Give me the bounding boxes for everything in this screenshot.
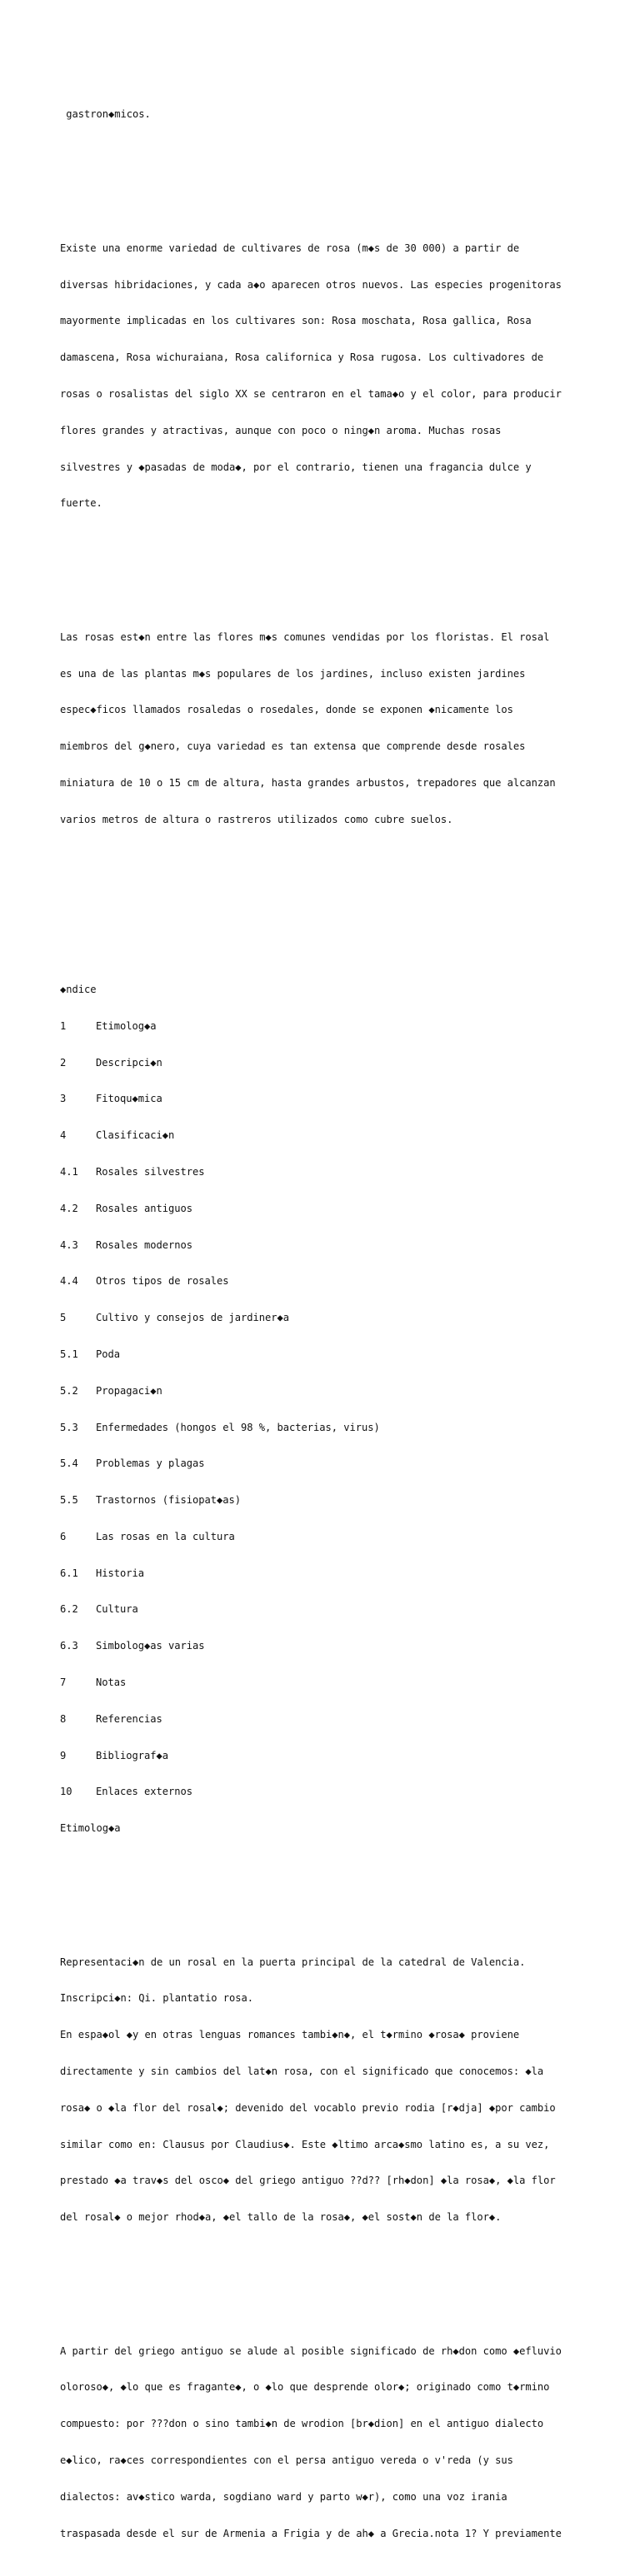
toc-label: Simbolog◆as varias: [96, 1640, 205, 1652]
toc-item[interactable]: [60, 1385, 610, 1398]
toc-item[interactable]: [60, 1677, 610, 1689]
toc-item[interactable]: [60, 1093, 610, 1105]
toc-label: Poda: [96, 1348, 121, 1360]
text-line: miembros del g◆nero, cuya variedad es tan extensa que comprende desde rosales: [60, 740, 526, 753]
section-title: Etimolog◆a: [60, 1822, 121, 1835]
toc-label: Bibliograf◆a: [96, 1749, 169, 1761]
toc-item[interactable]: [60, 1239, 610, 1252]
toc-label: Cultura: [96, 1603, 138, 1616]
text-line: damascena, Rosa wichuraiana, Rosa californica y Rosa rugosa. Los cultivadores de: [60, 351, 544, 364]
toc-item[interactable]: [60, 1275, 610, 1288]
toc-label: Descripci◆n: [96, 1056, 162, 1069]
intro-text: [60, 84, 610, 145]
toc-item[interactable]: [60, 1786, 610, 1798]
toc-item[interactable]: [60, 1494, 610, 1507]
text-line: similar como en: Clausus por Claudius◆. Este ◆ltimo arca◆smo latino es, a su vez,: [60, 2138, 550, 2150]
toc-item[interactable]: [60, 1129, 610, 1142]
toc-item[interactable]: [60, 1422, 610, 1434]
text-line: varios metros de altura o rastreros utilizados como cubre suelos.: [60, 813, 453, 825]
paragraph-florists: [60, 607, 610, 850]
toc-number: 4.4: [60, 1275, 78, 1288]
toc-item[interactable]: [60, 1203, 610, 1215]
text-line: del rosal◆ o mejor rhod◆a, ◆el tallo de la rosa◆, ◆el sost◆n de la flor◆.: [60, 2211, 502, 2224]
toc-number: 9: [60, 1749, 67, 1761]
text-line: rosas o rosalistas del siglo XX se centraron en el tama◆o y el color, para producir: [60, 388, 562, 401]
toc-label: Fitoqu◆mica: [96, 1093, 162, 1105]
toc-number: 5.5: [60, 1494, 78, 1507]
text-line: Las rosas est◆n entre las flores m◆s comunes vendidas por los floristas. El rosal: [60, 630, 550, 643]
toc-number: 4.2: [60, 1202, 78, 1214]
toc-label: Trastornos (fisiopat◆as): [96, 1494, 242, 1507]
toc-label: Rosales modernos: [96, 1238, 193, 1251]
text-line: silvestres y ◆pasadas de moda◆, por el contrario, tienen una fragancia dulce y: [60, 461, 532, 473]
toc-item[interactable]: [60, 1057, 610, 1069]
text-line: En espa◆ol ◆y en otras lenguas romances tambi◆n◆, el t◆rmino ◆rosa◆ proviene: [60, 2029, 520, 2041]
text-line: Existe una enorme variedad de cultivares de rosa (m◆s de 30 000) a partir de: [60, 242, 520, 254]
toc-item[interactable]: [60, 1531, 610, 1543]
toc-label: Cultivo y consejos de jardiner◆a: [96, 1312, 290, 1324]
toc-number: 5.2: [60, 1384, 78, 1397]
toc-label: Referencias: [96, 1712, 162, 1725]
toc-label: Notas: [96, 1676, 127, 1688]
toc-label: Propagaci◆n: [96, 1384, 162, 1397]
toc-number: 5.3: [60, 1421, 78, 1433]
toc-label: Rosales silvestres: [96, 1166, 205, 1178]
toc-label: Enfermedades (hongos el 98 %, bacterias, virus): [96, 1421, 380, 1433]
text-line: Inscripci◆n: Qi. plantatio rosa.: [60, 1992, 254, 2005]
text-line: Representaci◆n de un rosal en la puerta principal de la catedral de Valencia.: [60, 1956, 526, 1968]
toc-number: 6.1: [60, 1567, 78, 1579]
text-line: espec◆ficos llamados rosaledas o rosedales, donde se exponen ◆nicamente los: [60, 704, 513, 716]
text-line: compuesto: por ???don o sino tambi◆n de wrodion [br◆dion] en el antiguo dialecto: [60, 2418, 544, 2430]
toc-item[interactable]: [60, 1457, 610, 1470]
text-line: fuerte.: [60, 497, 102, 510]
text-line: es una de las plantas m◆s populares de los jardines, incluso existen jardines: [60, 667, 526, 680]
text-line: mayormente implicadas en los cultivares son: Rosa moschata, Rosa gallica, Rosa: [60, 315, 532, 327]
paragraph-varieties: [60, 218, 610, 534]
toc-number: 4.1: [60, 1166, 78, 1178]
toc-number: 6.3: [60, 1640, 78, 1652]
toc-item[interactable]: [60, 1312, 610, 1324]
toc-number: 5.4: [60, 1457, 78, 1470]
text-line: traspasada desde el sur de Armenia a Frigia y de ah◆ a Grecia.nota 1? Y previamente: [60, 2527, 562, 2539]
toc-label: Etimolog◆a: [96, 1019, 157, 1032]
toc-item[interactable]: [60, 1348, 610, 1361]
toc-number: 7: [60, 1676, 67, 1688]
paragraph-greek-origin: [60, 2320, 610, 2564]
text-line: A partir del griego antiguo se alude al posible significado de rh◆don como ◆efluvio: [60, 2344, 562, 2357]
text-line: prestado ◆a trav◆s del osco◆ del griego antiguo ??d?? [rh◆don] ◆la rosa◆, ◆la flor: [60, 2175, 556, 2187]
toc-item[interactable]: [60, 1640, 610, 1652]
toc-number: 6.2: [60, 1603, 78, 1616]
toc-label: Rosales antiguos: [96, 1202, 193, 1214]
toc-label: Clasificaci◆n: [96, 1129, 175, 1142]
text-line: oloroso◆, ◆lo que es fragante◆, o ◆lo que desprende olor◆; originado como t◆rmino: [60, 2381, 550, 2394]
toc-item[interactable]: [60, 1567, 610, 1580]
toc-number: 2: [60, 1056, 67, 1069]
toc-number: 5: [60, 1312, 67, 1324]
toc-item[interactable]: [60, 1166, 610, 1178]
toc-item[interactable]: [60, 1750, 610, 1762]
toc-item[interactable]: [60, 1713, 610, 1726]
toc-label: Otros tipos de rosales: [96, 1275, 229, 1288]
document-page: [60, 60, 610, 2576]
toc-label: Enlaces externos: [96, 1786, 193, 1798]
text-line: gastron◆micos.: [60, 108, 151, 121]
toc-label: Las rosas en la cultura: [96, 1530, 235, 1542]
text-line: miniatura de 10 o 15 cm de altura, hasta grandes arbustos, trepadores que alcanzan: [60, 777, 556, 790]
toc-number: 4: [60, 1129, 67, 1142]
text-line: diversas hibridaciones, y cada a◆o aparecen otros nuevos. Las especies progenitoras: [60, 278, 562, 291]
toc-item[interactable]: [60, 1020, 610, 1033]
text-line: flores grandes y atractivas, aunque con poco o ning◆n aroma. Muchas rosas: [60, 424, 502, 436]
toc-item[interactable]: [60, 1603, 610, 1616]
text-line: dialectos: av◆stico warda, sogdiano ward y parto w◆r), como una voz irania: [60, 2490, 508, 2503]
toc-label: Historia: [96, 1567, 145, 1579]
toc-number: 8: [60, 1712, 67, 1725]
text-line: e◆lico, ra◆ces correspondientes con el persa antiguo vereda o v'reda (y sus: [60, 2454, 513, 2466]
toc-number: 3: [60, 1093, 67, 1105]
toc-number: 4.3: [60, 1238, 78, 1251]
toc-number: 10: [60, 1786, 72, 1798]
text-line: rosa◆ o ◆la flor del rosal◆; devenido del vocablo previo rodia [r◆dja] ◆por cambio: [60, 2101, 556, 2114]
table-of-contents: [60, 959, 610, 1859]
text-line: directamente y sin cambios del lat◆n rosa, con el significado que conocemos: ◆la: [60, 2065, 544, 2077]
toc-number: 5.1: [60, 1348, 78, 1360]
toc-number: 6: [60, 1530, 67, 1542]
toc-title: ◆ndice: [60, 984, 97, 996]
toc-number: 1: [60, 1019, 67, 1032]
paragraph-etymology: [60, 1931, 610, 2247]
toc-label: Problemas y plagas: [96, 1457, 205, 1470]
